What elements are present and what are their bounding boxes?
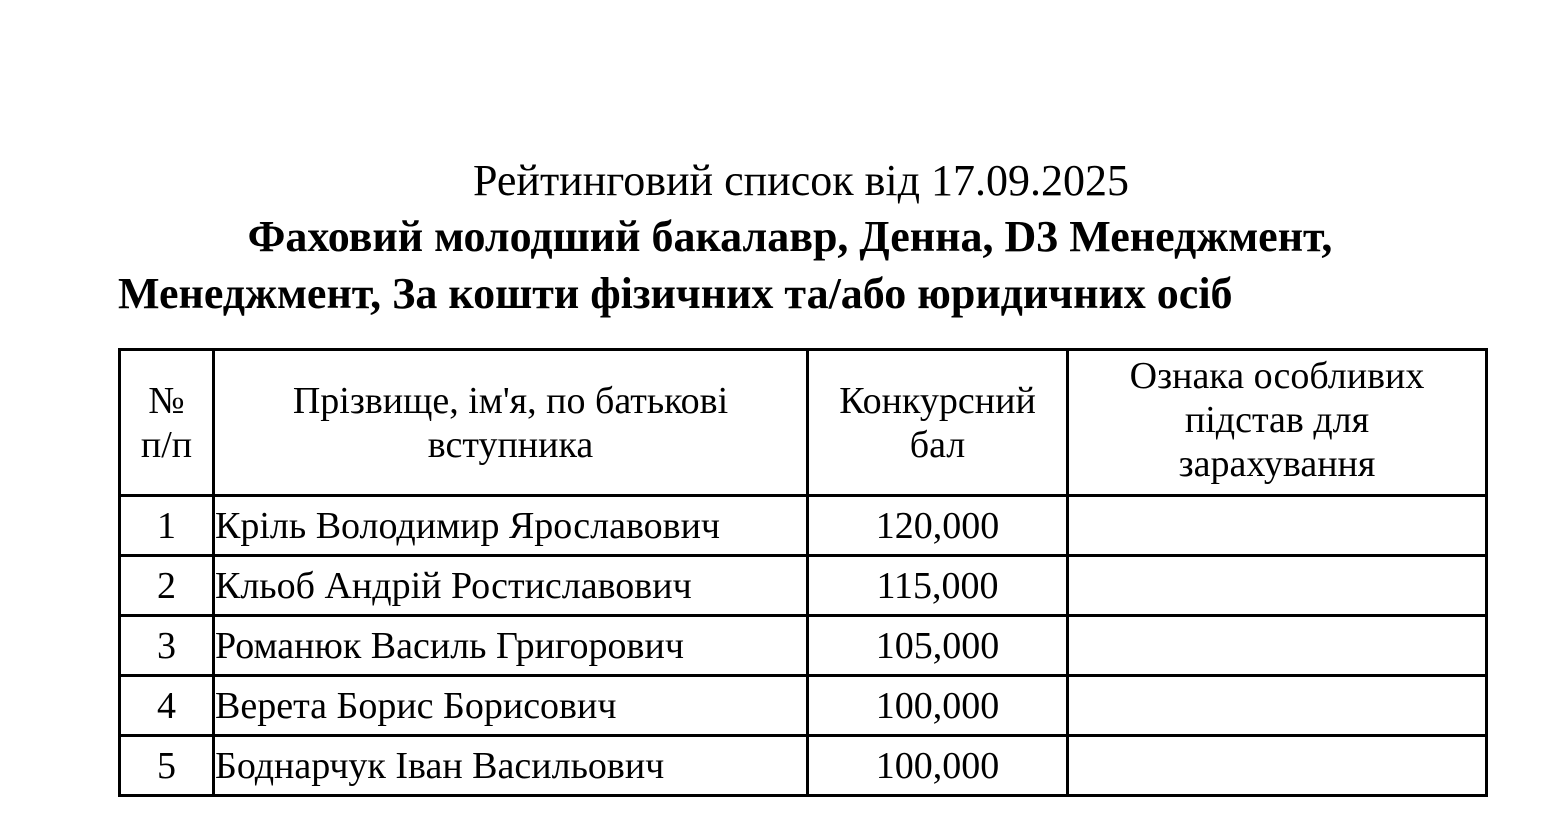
header-score-line-2: бал	[909, 423, 966, 466]
applicant-score: 100,000	[808, 736, 1068, 796]
header-special-basis-line-2: підстав для	[1184, 398, 1370, 441]
applicant-score: 105,000	[808, 616, 1068, 676]
table-row	[120, 676, 1487, 736]
page-title: Рейтинговий список від 17.09.2025	[472, 156, 1130, 205]
header-full-name	[214, 350, 808, 496]
applicant-score: 115,000	[808, 556, 1068, 616]
applicant-name: Романюк Василь Григорович	[214, 616, 808, 676]
header-special-basis-text	[1069, 354, 1485, 486]
applicant-name: Боднарчук Іван Васильович	[214, 736, 808, 796]
header-score	[808, 350, 1068, 496]
applicant-name: Кльоб Андрій Ростиславович	[214, 556, 808, 616]
row-number: 3	[120, 616, 214, 676]
row-number: 1	[120, 496, 214, 556]
applicant-special-basis	[1068, 556, 1487, 616]
header-score-line-1: Конкурсний	[839, 379, 1036, 422]
table-row	[120, 736, 1487, 796]
program-subtitle-line-2: Менеджмент, За кошти фізичних та/або юридичних осіб	[118, 269, 1233, 318]
table-header-row	[120, 350, 1487, 496]
row-number: 5	[120, 736, 214, 796]
applicant-special-basis	[1068, 736, 1487, 796]
header-number	[120, 350, 214, 496]
table-row	[120, 496, 1487, 556]
applicant-special-basis	[1068, 676, 1487, 736]
applicant-score: 100,000	[808, 676, 1068, 736]
table-row	[120, 556, 1487, 616]
applicant-name: Верета Борис Борисович	[214, 676, 808, 736]
header-number-line-1: №	[148, 379, 185, 422]
applicant-score: 120,000	[808, 496, 1068, 556]
program-subtitle-line-1: Фаховий молодший бакалавр, Денна, D3 Менеджмент,	[247, 212, 1333, 261]
applicant-name: Кріль Володимир Ярославович	[214, 496, 808, 556]
row-number: 4	[120, 676, 214, 736]
rating-table	[118, 348, 1488, 797]
header-number-line-2: п/п	[140, 423, 193, 466]
applicant-special-basis	[1068, 616, 1487, 676]
header-full-name-line-1: Прізвище, ім'я, по батькові	[292, 379, 729, 422]
row-number: 2	[120, 556, 214, 616]
header-special-basis-line-1: Ознака особливих	[1129, 354, 1425, 397]
header-full-name-line-2: вступника	[427, 423, 594, 466]
applicant-special-basis	[1068, 496, 1487, 556]
header-special-basis	[1068, 350, 1487, 496]
table-row	[120, 616, 1487, 676]
header-special-basis-line-3: зарахування	[1178, 442, 1376, 485]
